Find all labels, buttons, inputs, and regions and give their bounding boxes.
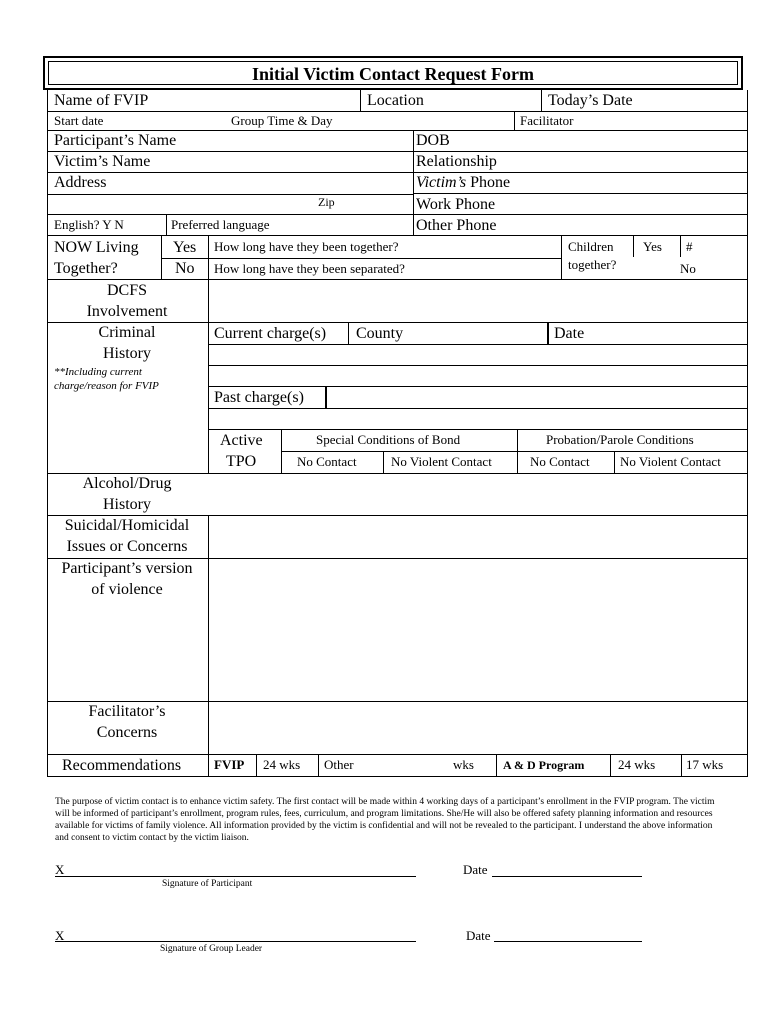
children-label: Children (568, 239, 614, 254)
children-no: No (680, 261, 696, 276)
participant-date-line[interactable] (492, 876, 642, 877)
ad-program-option: A & D Program (503, 758, 585, 772)
tpo-label: TPO (226, 453, 257, 470)
past-charges-label: Past charge(s) (214, 389, 304, 406)
children-together-label: together? (568, 257, 617, 272)
living-no: No (175, 260, 195, 277)
recommendations-label: Recommendations (62, 757, 182, 774)
group-leader-date-line[interactable] (494, 941, 642, 942)
victims-italic: Victim’s (416, 174, 467, 191)
group-leader-date-label: Date (466, 928, 491, 943)
dcfs-label: DCFS (106, 282, 148, 299)
active-label: Active (220, 432, 263, 449)
participant-signature-line[interactable] (55, 876, 416, 877)
now-living-label: NOW Living (54, 239, 139, 256)
fvip-option: FVIP (214, 757, 245, 772)
signature-of-group-leader-caption: Signature of Group Leader (160, 944, 263, 954)
title-box (43, 56, 743, 90)
alcohol-history-label: History (103, 496, 151, 513)
group-leader-signature-x: X (55, 928, 65, 943)
county-label: County (356, 325, 404, 342)
name-of-fvip-label: Name of FVIP (54, 92, 149, 109)
alcohol-drug-label: Alcohol/Drug (82, 475, 172, 492)
english-label: English? Y N (54, 217, 124, 232)
signature-of-participant-caption: Signature of Participant (162, 879, 253, 889)
issues-concerns-label: Issues or Concerns (66, 538, 188, 555)
including-current-note: **Including current (54, 366, 142, 378)
other-option: Other (324, 757, 354, 772)
ad-24-wks: 24 wks (618, 757, 656, 772)
no-contact-probation: No Contact (530, 454, 590, 469)
participant-signature-x: X (55, 862, 65, 877)
no-violent-contact-bond: No Violent Contact (391, 454, 492, 469)
participants-version-label: Participant’s version (61, 560, 193, 577)
special-conditions-label: Special Conditions of Bond (316, 432, 461, 447)
charge-date-label: Date (554, 325, 585, 342)
children-yes: Yes (643, 239, 662, 254)
dob-label: DOB (416, 132, 450, 149)
living-yes: Yes (173, 239, 197, 256)
participant-date-label: Date (463, 862, 488, 877)
other-phone-label: Other Phone (416, 217, 497, 234)
relationship-label: Relationship (416, 153, 497, 170)
how-long-separated-label: How long have they been separated? (214, 261, 405, 276)
victims-phone-label (416, 174, 510, 192)
todays-date-label: Today’s Date (548, 92, 633, 109)
suicidal-homicidal-label: Suicidal/Homicidal (64, 517, 190, 534)
involvement-label: Involvement (86, 303, 168, 320)
concerns-label: Concerns (96, 724, 158, 741)
fvip-24-wks: 24 wks (263, 757, 301, 772)
of-violence-label: of violence (91, 581, 163, 598)
ad-17-wks: 17 wks (686, 757, 724, 772)
phone-word: Phone (470, 174, 511, 191)
victims-name-label: Victim’s Name (54, 153, 151, 170)
work-phone-label: Work Phone (416, 196, 496, 213)
criminal-label: Criminal (98, 324, 156, 341)
facilitator-label: Facilitator (520, 113, 574, 128)
together-label: Together? (54, 260, 118, 277)
other-wks: wks (453, 757, 474, 772)
form-title: Initial Victim Contact Request Form (48, 61, 738, 85)
how-long-together-label: How long have they been together? (214, 239, 399, 254)
current-charges-label: Current charge(s) (214, 325, 327, 342)
children-count-hash: # (686, 239, 693, 254)
group-leader-signature-line[interactable] (55, 941, 416, 942)
preferred-language-label: Preferred language (171, 217, 270, 232)
address-label: Address (54, 174, 107, 191)
facilitators-label: Facilitator’s (88, 703, 166, 720)
history-label: History (103, 345, 151, 362)
location-label: Location (367, 92, 424, 109)
group-time-day-label: Group Time & Day (231, 113, 333, 128)
no-violent-contact-probation: No Violent Contact (620, 454, 721, 469)
no-contact-bond: No Contact (297, 454, 357, 469)
zip-label: Zip (318, 195, 335, 209)
probation-parole-label: Probation/Parole Conditions (546, 432, 694, 447)
participants-name-label: Participant’s Name (54, 132, 177, 149)
charge-reason-note: charge/reason for FVIP (54, 380, 159, 392)
consent-paragraph: The purpose of victim contact is to enhance victim safety. The first contact will be made within 4 working days of a participant’s enrollment in the FVIP program. The victim will be informed of participant’s enrollment, program rules, fees, curriculum, and program limitations. She/He will also be offered safety planning information and resources available for victims of family violence. All information provided by the victim is confidential and will not be revealed to the participant. I understand the above information and consent to victim contact by the victim liaison. (55, 797, 715, 843)
start-date-label: Start date (54, 113, 104, 128)
